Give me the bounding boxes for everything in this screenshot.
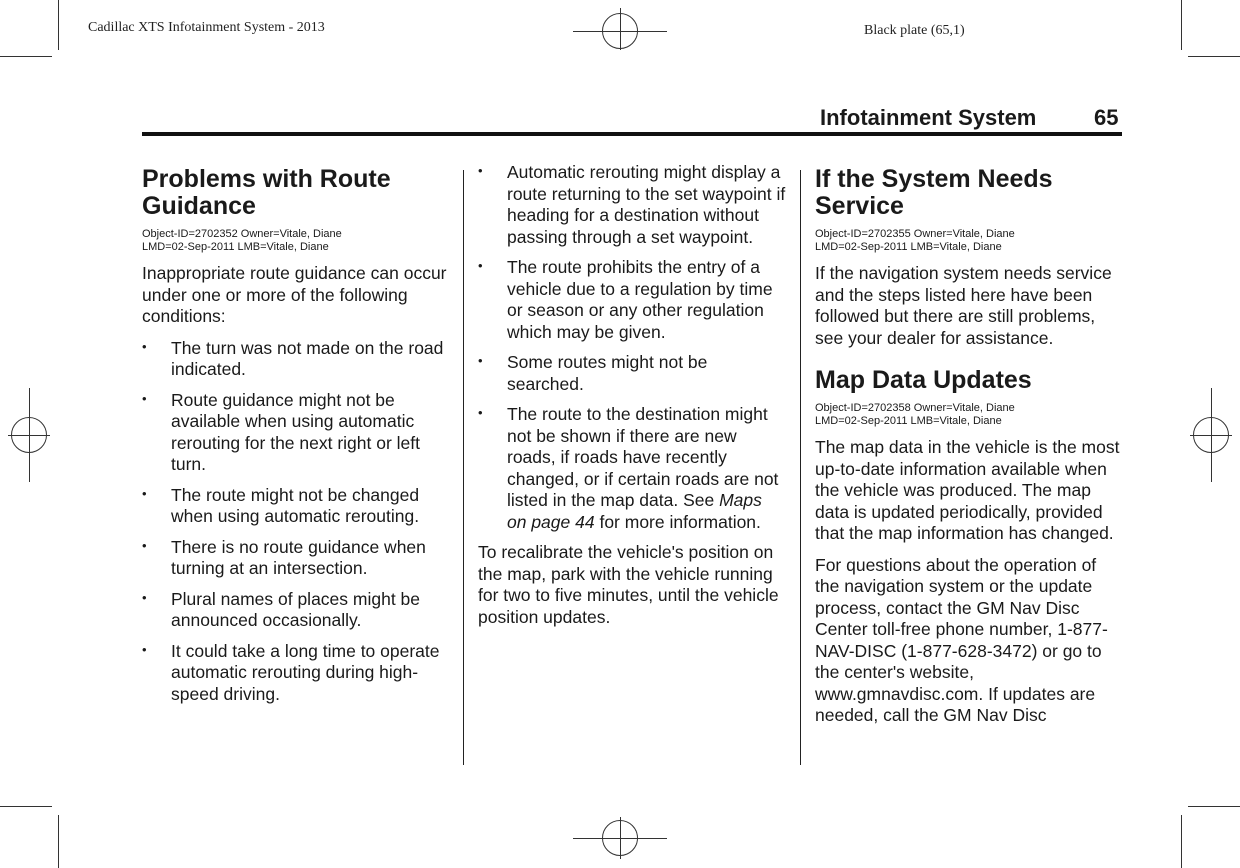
intro-paragraph: Inappropriate route guidance can occur under one or more of the following conditions: (142, 263, 447, 326)
conditions-list (142, 338, 452, 706)
list-item: • It could take a long time to operate automatic rerouting during high-speed driving. (142, 641, 452, 706)
list-item: • The route might not be changed when using automatic rerouting. (142, 485, 452, 528)
object-meta (815, 228, 1125, 254)
section-heading-map-updates: Map Data Updates (815, 366, 1032, 394)
recalibrate-paragraph: To recalibrate the vehicle's position on the map, park with the vehicle running for two to five minutes, until the vehicle position updates. (478, 542, 779, 627)
maps-page-link[interactable]: Maps on page 44 (507, 490, 762, 532)
object-meta-line: LMD=02-Sep-2011 LMB=Vitale, Diane (142, 241, 329, 253)
crop-mark-top-right-v (1181, 0, 1182, 50)
page-number: 65 (1094, 105, 1119, 130)
reg-target-bottom-circle (602, 820, 638, 856)
section-heading-service: If the System Needs Service (815, 165, 1053, 220)
list-item: • The route prohibits the entry of a vehicle due to a regulation by time or season or any other regulation which may be given. (478, 257, 786, 343)
object-meta-line: LMD=02-Sep-2011 LMB=Vitale, Diane (815, 241, 1002, 253)
list-item-text: The route to the destination might not be shown if there are new roads, if roads have recently changed, or if certain roads are not listed in the map data. See (507, 404, 779, 510)
column-3 (815, 166, 1125, 737)
column-1 (142, 166, 452, 714)
column-divider-2 (800, 170, 801, 765)
object-meta (815, 402, 1125, 428)
crop-mark-bottom-right-h (1188, 806, 1240, 807)
object-meta-line: Object-ID=2702355 Owner=Vitale, Diane (815, 228, 1015, 240)
list-item: • Some routes might not be searched. (478, 352, 786, 395)
crop-mark-top-left-h (0, 56, 52, 57)
column-2 (478, 162, 786, 638)
object-meta-line: Object-ID=2702358 Owner=Vitale, Diane (815, 402, 1015, 414)
list-item: • Automatic rerouting might display a route returning to the set waypoint if heading for a destination without passing through a set waypoint. (478, 162, 786, 248)
conditions-list-continued (478, 162, 786, 533)
header-rule (142, 132, 1122, 136)
list-item: • The turn was not made on the road indicated. (142, 338, 452, 381)
object-meta (142, 228, 452, 254)
reg-target-top-circle (602, 13, 638, 49)
column-divider-1 (463, 170, 464, 765)
reg-target-left-circle (11, 417, 47, 453)
list-item-text: for more information. (594, 511, 761, 532)
print-header-right: Black plate (65,1) (864, 23, 965, 38)
service-paragraph: If the navigation system needs service and the steps listed here have been followed but there are still problems, see your dealer for assistance. (815, 263, 1112, 348)
crop-mark-bottom-left-h (0, 806, 52, 807)
list-item: • Plural names of places might be announced occasionally. (142, 589, 452, 632)
crop-mark-bottom-left-v (58, 815, 59, 868)
list-item: • There is no route guidance when turning at an intersection. (142, 537, 452, 580)
contact-paragraph: For questions about the operation of the navigation system or the update process, contact the GM Nav Disc Center toll-free phone number, 1-877-NAV-DISC (1-877-628-3472) or go to the center's website, www.gmnavdisc.com. If updates are needed, call the GM Nav Disc (815, 554, 1108, 725)
object-meta-line: LMD=02-Sep-2011 LMB=Vitale, Diane (815, 415, 1002, 427)
print-header-left: Cadillac XTS Infotainment System - 2013 (88, 20, 325, 35)
section-heading-route-guidance: Problems with Route Guidance (142, 165, 391, 220)
running-header-section: Infotainment System (820, 105, 1037, 130)
crop-mark-top-left-v (58, 0, 59, 50)
object-meta-line: Object-ID=2702352 Owner=Vitale, Diane (142, 228, 342, 240)
crop-mark-bottom-right-v (1181, 815, 1182, 868)
list-item: • Route guidance might not be available when using automatic rerouting for the next right or left turn. (142, 390, 452, 476)
reg-target-right-circle (1193, 417, 1229, 453)
crop-mark-top-right-h (1188, 56, 1240, 57)
map-data-paragraph: The map data in the vehicle is the most up-to-date information available when the vehicle was produced. The map data is updated periodically, provided that the map information has changed. (815, 437, 1120, 543)
list-item (478, 404, 786, 533)
